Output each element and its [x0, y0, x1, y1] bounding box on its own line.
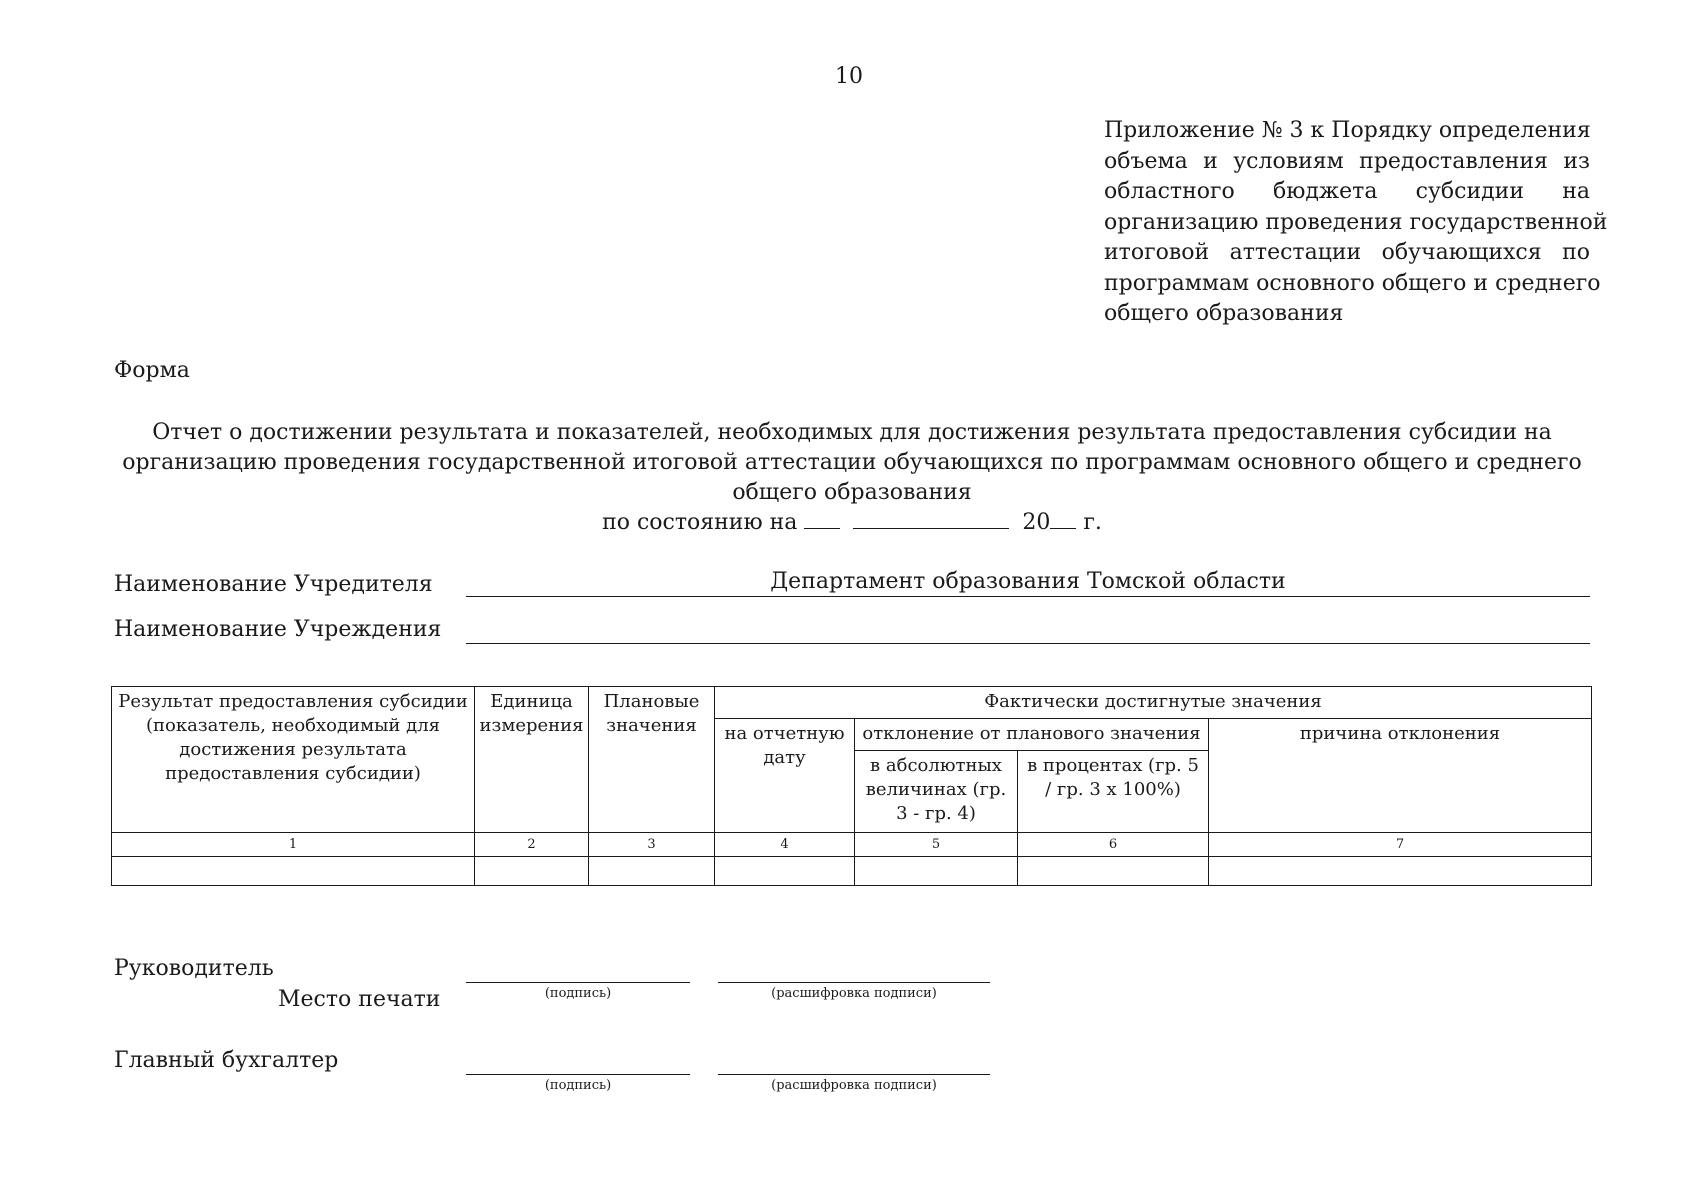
- header-percent: в процентах (гр. 5 / гр. 3 х 100%): [1018, 751, 1209, 833]
- founder-field[interactable]: Департамент образования Томской области: [466, 568, 1590, 597]
- table-cell[interactable]: [1018, 857, 1209, 886]
- institution-label: Наименование Учреждения: [114, 617, 442, 642]
- header-unit: Единица измерения: [475, 687, 589, 833]
- appendix-line: объема и условиям предоставления из: [1104, 148, 1590, 174]
- day-blank[interactable]: [804, 508, 840, 529]
- appendix-header: [1104, 116, 1608, 330]
- head-decoding-line[interactable]: [718, 980, 990, 983]
- report-title-line: Отчет о достижении результата и показателей, необходимых для достижения результата предоставления субсидии на: [152, 420, 1552, 445]
- year-prefix: 20: [1022, 510, 1051, 535]
- header-on-date: на отчетную дату: [715, 719, 855, 833]
- header-reason: причина отклонения: [1209, 719, 1592, 833]
- column-numbers-row: [112, 833, 1592, 857]
- form-label: Форма: [114, 358, 190, 383]
- column-number: 3: [589, 833, 715, 857]
- column-number: 1: [112, 833, 475, 857]
- column-number: 5: [855, 833, 1018, 857]
- year-suffix: г.: [1083, 510, 1102, 535]
- table-cell[interactable]: [475, 857, 589, 886]
- appendix-line: областного бюджета субсидии на: [1104, 179, 1590, 204]
- accountant-signature-line[interactable]: [466, 1072, 690, 1075]
- header-actual-group: Фактически достигнутые значения: [715, 687, 1592, 719]
- founder-label: Наименование Учредителя: [114, 572, 433, 597]
- report-title: [114, 418, 1590, 538]
- table-row: [112, 857, 1592, 886]
- report-title-line: общего образования: [732, 480, 972, 505]
- appendix-line: программам основного общего и среднего: [1104, 270, 1601, 296]
- table-cell[interactable]: [715, 857, 855, 886]
- column-number: 6: [1018, 833, 1209, 857]
- column-number: 7: [1209, 833, 1592, 857]
- report-date-line: [114, 508, 1590, 538]
- header-result: Результат предоставления субсидии (показатель, необходимый для достижения результата предоставления субсидии): [112, 687, 475, 833]
- table-cell[interactable]: [112, 857, 475, 886]
- table-cell[interactable]: [589, 857, 715, 886]
- head-signature-caption: (подпись): [544, 986, 612, 1001]
- column-number: 4: [715, 833, 855, 857]
- table-cell[interactable]: [1209, 857, 1592, 886]
- report-title-line: организацию проведения государственной итоговой аттестации обучающихся по программам основного общего и среднего: [122, 450, 1582, 475]
- page-number: 10: [835, 64, 863, 89]
- stamp-label: Место печати: [278, 987, 441, 1012]
- accountant-signature-caption: (подпись): [544, 1078, 612, 1093]
- table-cell[interactable]: [855, 857, 1018, 886]
- appendix-line: организацию проведения государственной: [1104, 209, 1608, 235]
- appendix-line: Приложение № 3 к Порядку определения: [1104, 118, 1591, 143]
- appendix-line: общего образования: [1104, 301, 1344, 326]
- institution-field[interactable]: [466, 615, 1590, 644]
- head-decoding-caption: (расшифровка подписи): [771, 986, 937, 1001]
- header-deviation-group: отклонение от планового значения: [855, 719, 1209, 751]
- header-plan: Плановые значения: [589, 687, 715, 833]
- report-table: [111, 686, 1592, 886]
- month-blank[interactable]: [853, 508, 1009, 529]
- accountant-label: Главный бухгалтер: [114, 1048, 339, 1073]
- head-label: Руководитель: [114, 956, 274, 981]
- accountant-decoding-caption: (расшифровка подписи): [771, 1078, 937, 1093]
- head-signature-line[interactable]: [466, 980, 690, 983]
- as-of-prefix: по состоянию на: [602, 510, 798, 535]
- appendix-line: итоговой аттестации обучающихся по: [1104, 240, 1590, 265]
- year-blank[interactable]: [1050, 508, 1076, 529]
- column-number: 2: [475, 833, 589, 857]
- accountant-decoding-line[interactable]: [718, 1072, 990, 1075]
- header-abs: в абсолютных величинах (гр. 3 - гр. 4): [855, 751, 1018, 833]
